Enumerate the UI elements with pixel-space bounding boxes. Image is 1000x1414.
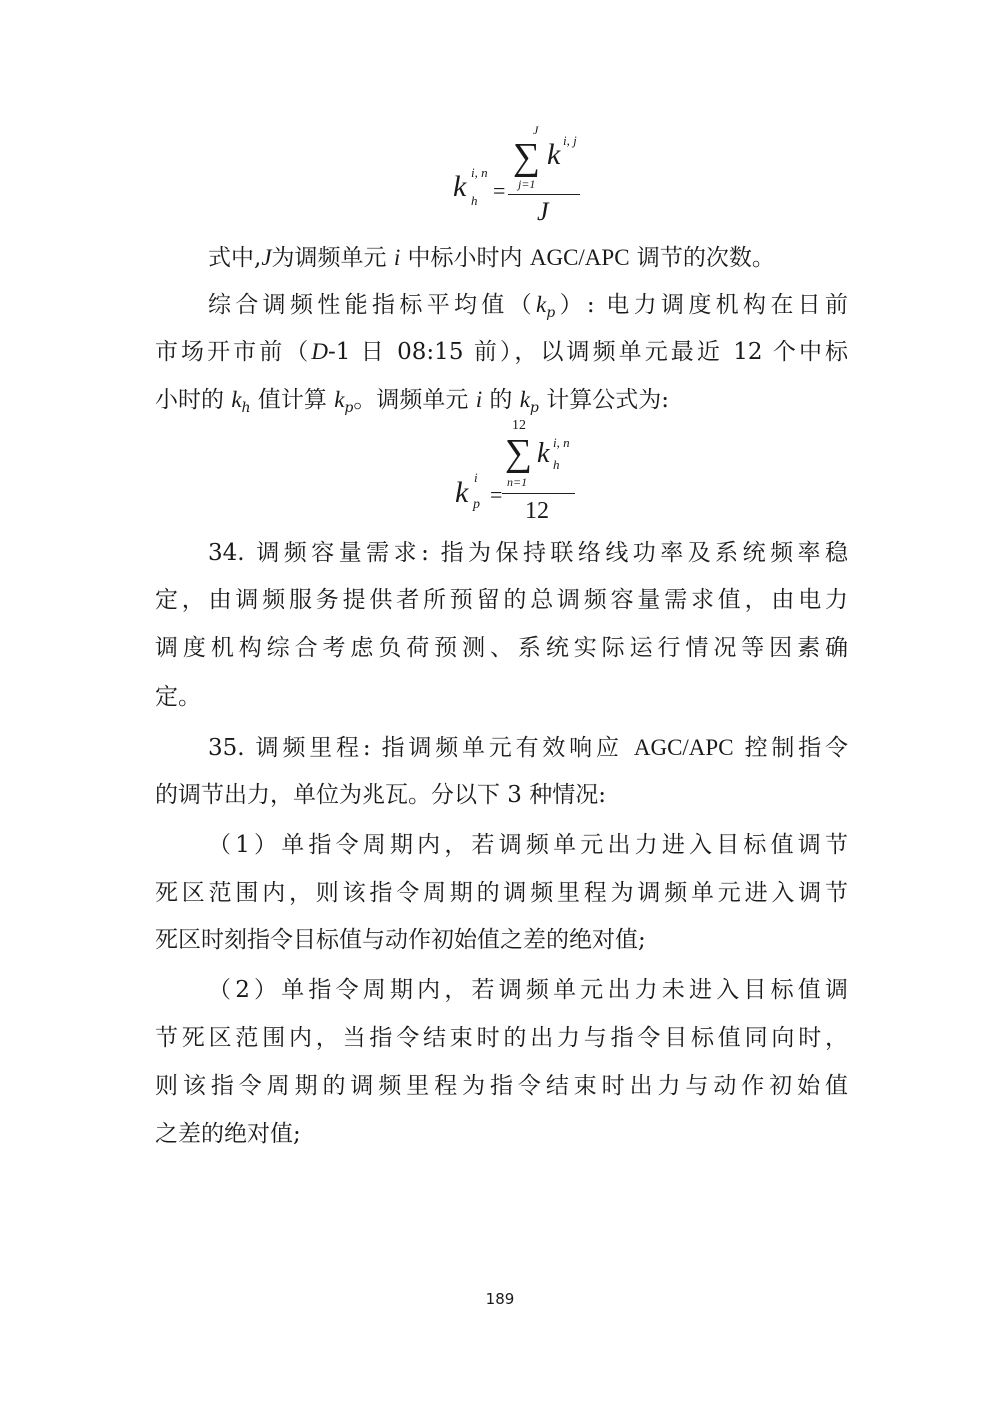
text-segment: 控制指令 — [733, 735, 849, 761]
text-line — [155, 1069, 848, 1103]
text-segment: 死区范围内，则该指令周期的调频里程为调频单元进入调节 — [155, 880, 848, 906]
text-segment: （2）单指令周期内，若调频单元出力未进入目标值调 — [208, 977, 848, 1003]
formula1-sum-lower: j=1 — [518, 177, 536, 191]
text-line — [155, 383, 848, 417]
text-segment: ）: 电力调度机构在日前 — [555, 292, 849, 318]
text-segment: 34. 调频容量需求: 指为保持联络线功率及系统频率稳 — [208, 540, 848, 566]
text-segment: p — [546, 305, 556, 321]
formula2-lhs-sub: p — [473, 497, 480, 512]
text-segment: 式中, — [208, 245, 262, 271]
text-segment: AGC/APC — [529, 245, 630, 270]
text-segment: 为调频单元 — [271, 245, 394, 271]
text-segment: 定。 — [155, 684, 201, 710]
formula2-sum-lower: n=1 — [507, 475, 528, 489]
text-segment: 定，由调频服务提供者所预留的总调频容量需求值，由电力 — [155, 587, 848, 613]
text-segment: 节死区范围内，当指令结束时的出力与指令目标值同向时， — [155, 1025, 848, 1051]
text-segment: p — [344, 400, 354, 416]
text-line — [155, 680, 848, 714]
text-segment: 市场开市前（ — [155, 339, 312, 365]
text-segment: 小时的 — [155, 387, 232, 413]
text-segment: i — [393, 245, 401, 270]
text-segment: D — [311, 339, 328, 364]
text-line — [208, 536, 848, 570]
formula1-denominator: J — [537, 197, 549, 226]
text-segment: p — [529, 400, 539, 416]
text-line — [208, 828, 848, 862]
text-segment: 。调频单元 — [353, 387, 476, 413]
formula2-term-sub: h — [553, 457, 560, 472]
text-line — [155, 1021, 848, 1055]
text-segment: 综合调频性能指标平均值（ — [208, 292, 537, 318]
sum-symbol-icon: ∑ — [513, 136, 541, 178]
text-segment: AGC/APC — [633, 735, 734, 760]
text-segment: 中标小时内 — [400, 245, 530, 271]
text-segment: 计算公式为: — [538, 387, 669, 413]
text-line — [155, 923, 848, 957]
text-line — [155, 876, 848, 910]
text-line — [208, 288, 848, 322]
formula1-lhs-sup: i, n — [471, 165, 488, 180]
text-segment: 死区时刻指令目标值与动作初始值之差的绝对值; — [155, 927, 646, 953]
text-segment: 的调节出力，单位为兆瓦。分以下 3 种情况: — [155, 782, 607, 808]
formula2-denominator: 12 — [525, 498, 549, 524]
formula2-sum-upper: 12 — [512, 418, 526, 433]
formula1-eq: = — [493, 178, 506, 203]
text-line — [155, 583, 848, 617]
text-segment: 调节的次数。 — [629, 245, 775, 271]
text-segment: k — [231, 387, 242, 412]
page-number: 189 — [485, 1290, 515, 1308]
text-segment: k — [536, 292, 547, 317]
text-line — [208, 973, 848, 1007]
text-segment: （1）单指令周期内，若调频单元出力进入目标值调节 — [208, 832, 848, 858]
text-line — [155, 778, 848, 812]
text-line — [208, 731, 848, 765]
text-line — [208, 241, 848, 275]
text-segment: k — [334, 387, 345, 412]
text-segment: h — [241, 400, 251, 416]
formula2-term-sup: i, n — [553, 435, 570, 450]
text-line — [155, 1117, 848, 1151]
formula2-eq: = — [490, 482, 503, 507]
formula1-lhs: k — [453, 170, 467, 203]
text-line — [155, 335, 848, 369]
formula2-lhs-sup: i — [474, 470, 478, 485]
text-segment: 值计算 — [250, 387, 335, 413]
text-segment: J — [261, 245, 272, 270]
formula2-lhs: k — [455, 476, 469, 509]
text-line — [155, 631, 848, 665]
text-segment: -1 日 08:15 前），以调频单元最近 12 个中标 — [327, 339, 848, 365]
text-segment: 之差的绝对值; — [155, 1121, 301, 1147]
text-segment: 则该指令周期的调频里程为指令结束时出力与动作初始值 — [155, 1073, 848, 1099]
formula1-term-sup: i, j — [563, 133, 577, 148]
formula1-term: k — [547, 138, 561, 171]
formula1-lhs-sub: h — [471, 193, 478, 208]
sum-symbol-icon: ∑ — [505, 432, 533, 474]
text-segment: 35. 调频里程: 指调频单元有效响应 — [208, 735, 634, 761]
fraction-bar — [508, 194, 580, 195]
formula1-sum-upper: J — [533, 123, 539, 137]
text-segment: 调度机构综合考虑负荷预测、系统实际运行情况等因素确 — [155, 635, 848, 661]
fraction-bar — [502, 493, 575, 494]
text-segment: i — [475, 387, 483, 412]
text-segment: k — [519, 387, 530, 412]
formula2-term: k — [537, 438, 550, 469]
text-segment: 的 — [482, 387, 520, 413]
